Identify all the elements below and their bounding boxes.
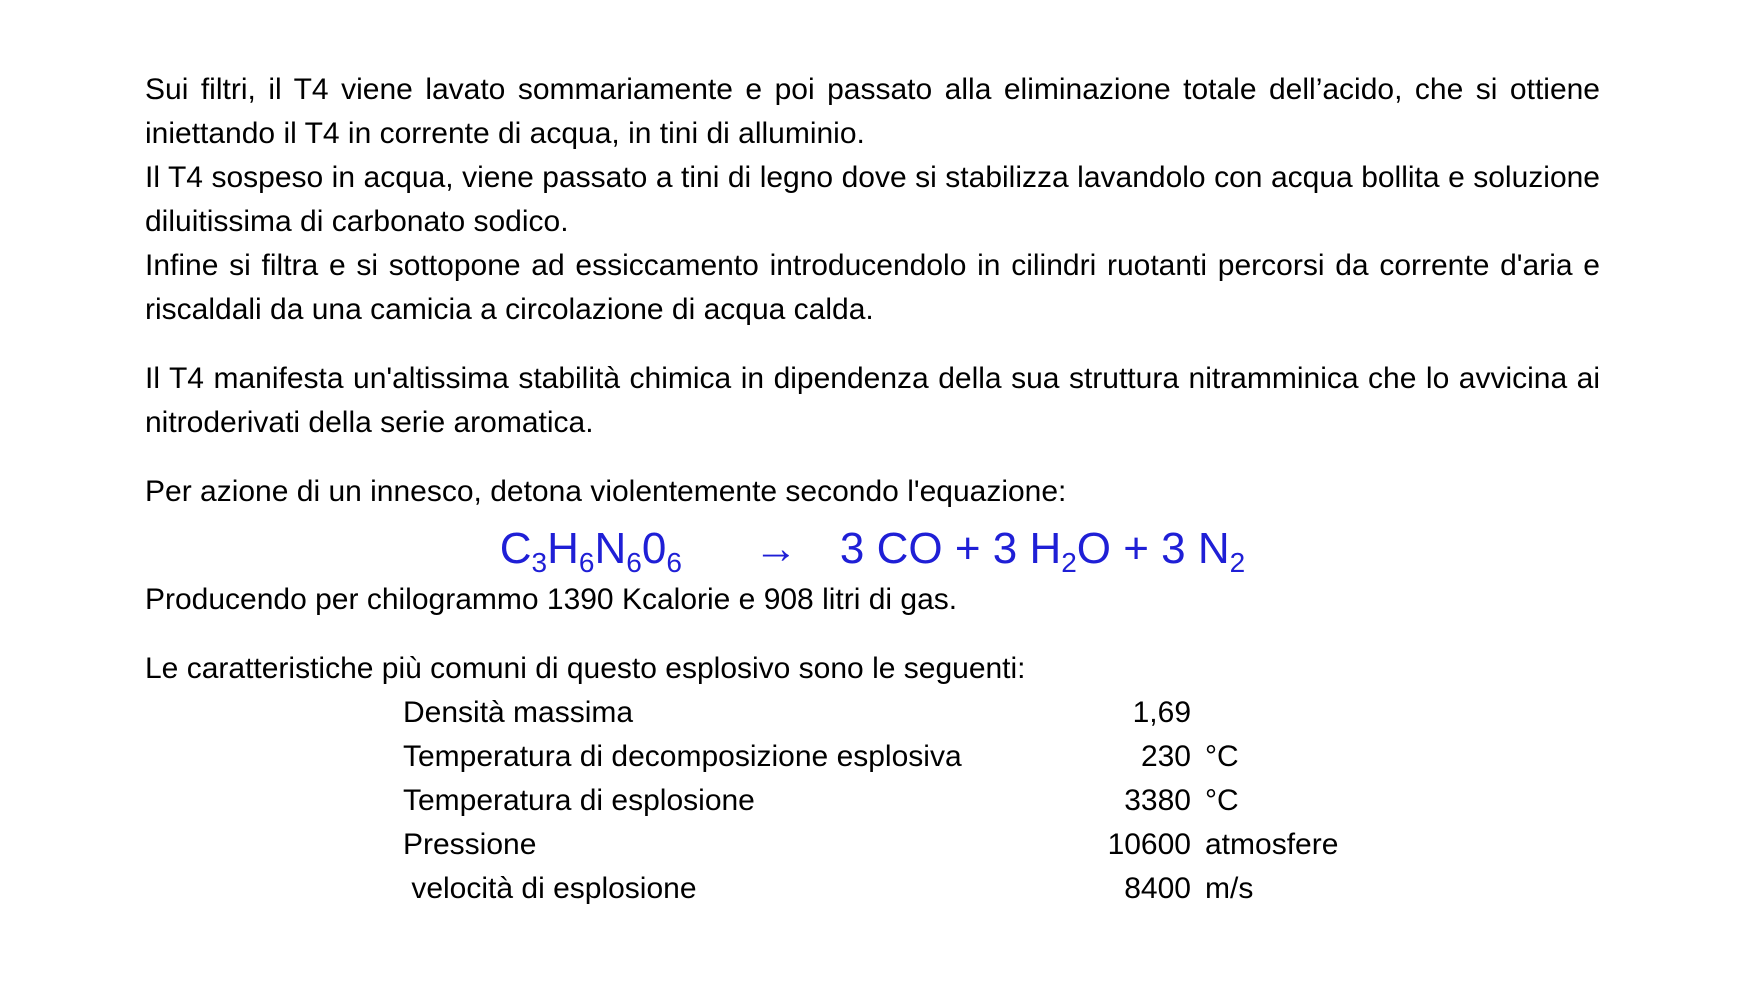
equation-reactant <box>499 524 682 578</box>
property-row <box>145 779 1600 823</box>
products-part: O + 3 N <box>1076 524 1230 573</box>
reactant-element-n: N <box>594 524 627 573</box>
property-value: 1,69 <box>1132 696 1191 729</box>
products-subscript: 2 <box>1061 547 1077 578</box>
property-value: 8400 <box>1124 872 1191 905</box>
property-unit: m/s <box>1205 872 1254 905</box>
reactant-element-h: H <box>547 524 579 573</box>
reactant-element-c: C <box>499 524 532 573</box>
products-part: 3 CO + 3 H <box>839 524 1062 573</box>
property-unit: °C <box>1205 740 1239 773</box>
paragraph-detonation: Per azione di un innesco, detona violentemente secondo l'equazione: <box>145 475 1067 508</box>
paragraph-stability: Il T4 manifesta un'altissima stabilità chimica in dipendenza della sua struttura nitramminica che lo avvicina ai nitroderivati della serie aromatica. <box>145 362 1600 439</box>
reactant-subscript: 3 <box>531 547 548 578</box>
reactant-subscript: 6 <box>578 547 595 578</box>
paragraph-stabilization: Il T4 sospeso in acqua, viene passato a tini di legno dove si stabilizza lavandolo con acqua bollita e soluzione diluitissima di carbonato sodico. <box>145 161 1600 238</box>
products-subscript: 2 <box>1229 547 1246 578</box>
property-row <box>145 735 1600 779</box>
reactant-element-o: 0 <box>641 524 667 573</box>
property-value: 230 <box>1140 740 1191 773</box>
document-body <box>145 68 1600 911</box>
property-row <box>145 823 1600 867</box>
equation-products <box>839 524 1246 578</box>
property-value: 3380 <box>1124 784 1191 817</box>
chemical-equation <box>145 518 1600 580</box>
property-name: Temperatura di decomposizione esplosiva <box>403 740 962 773</box>
reactant-subscript: 6 <box>666 547 682 578</box>
property-name: Pressione <box>403 828 537 861</box>
paragraph-energy-output: Producendo per chilogrammo 1390 Kcalorie e 908 litri di gas. <box>145 583 958 616</box>
properties-table <box>145 691 1600 911</box>
reactant-subscript: 6 <box>626 547 642 578</box>
property-name: Temperatura di esplosione <box>403 784 755 817</box>
property-unit: atmosfere <box>1205 828 1339 861</box>
property-unit: °C <box>1205 784 1239 817</box>
property-row <box>145 867 1600 911</box>
reaction-arrow-icon: → <box>753 524 798 573</box>
property-row <box>145 691 1600 735</box>
property-name: Densità massima <box>403 696 634 729</box>
properties-intro: Le caratteristiche più comuni di questo esplosivo sono le seguenti: <box>145 652 1026 685</box>
property-value: 10600 <box>1107 828 1191 861</box>
paragraph-filter-washing: Sui filtri, il T4 viene lavato sommariamente e poi passato alla eliminazione totale dell’acido, che si ottiene iniettando il T4 in corrente di acqua, in tini di alluminio. <box>145 73 1600 150</box>
property-name: velocità di esplosione <box>403 872 697 905</box>
paragraph-drying: Infine si filtra e si sottopone ad essiccamento introducendolo in cilindri ruotanti percorsi da corrente d'aria e riscaldali da una camicia a circolazione di acqua calda. <box>145 249 1600 326</box>
